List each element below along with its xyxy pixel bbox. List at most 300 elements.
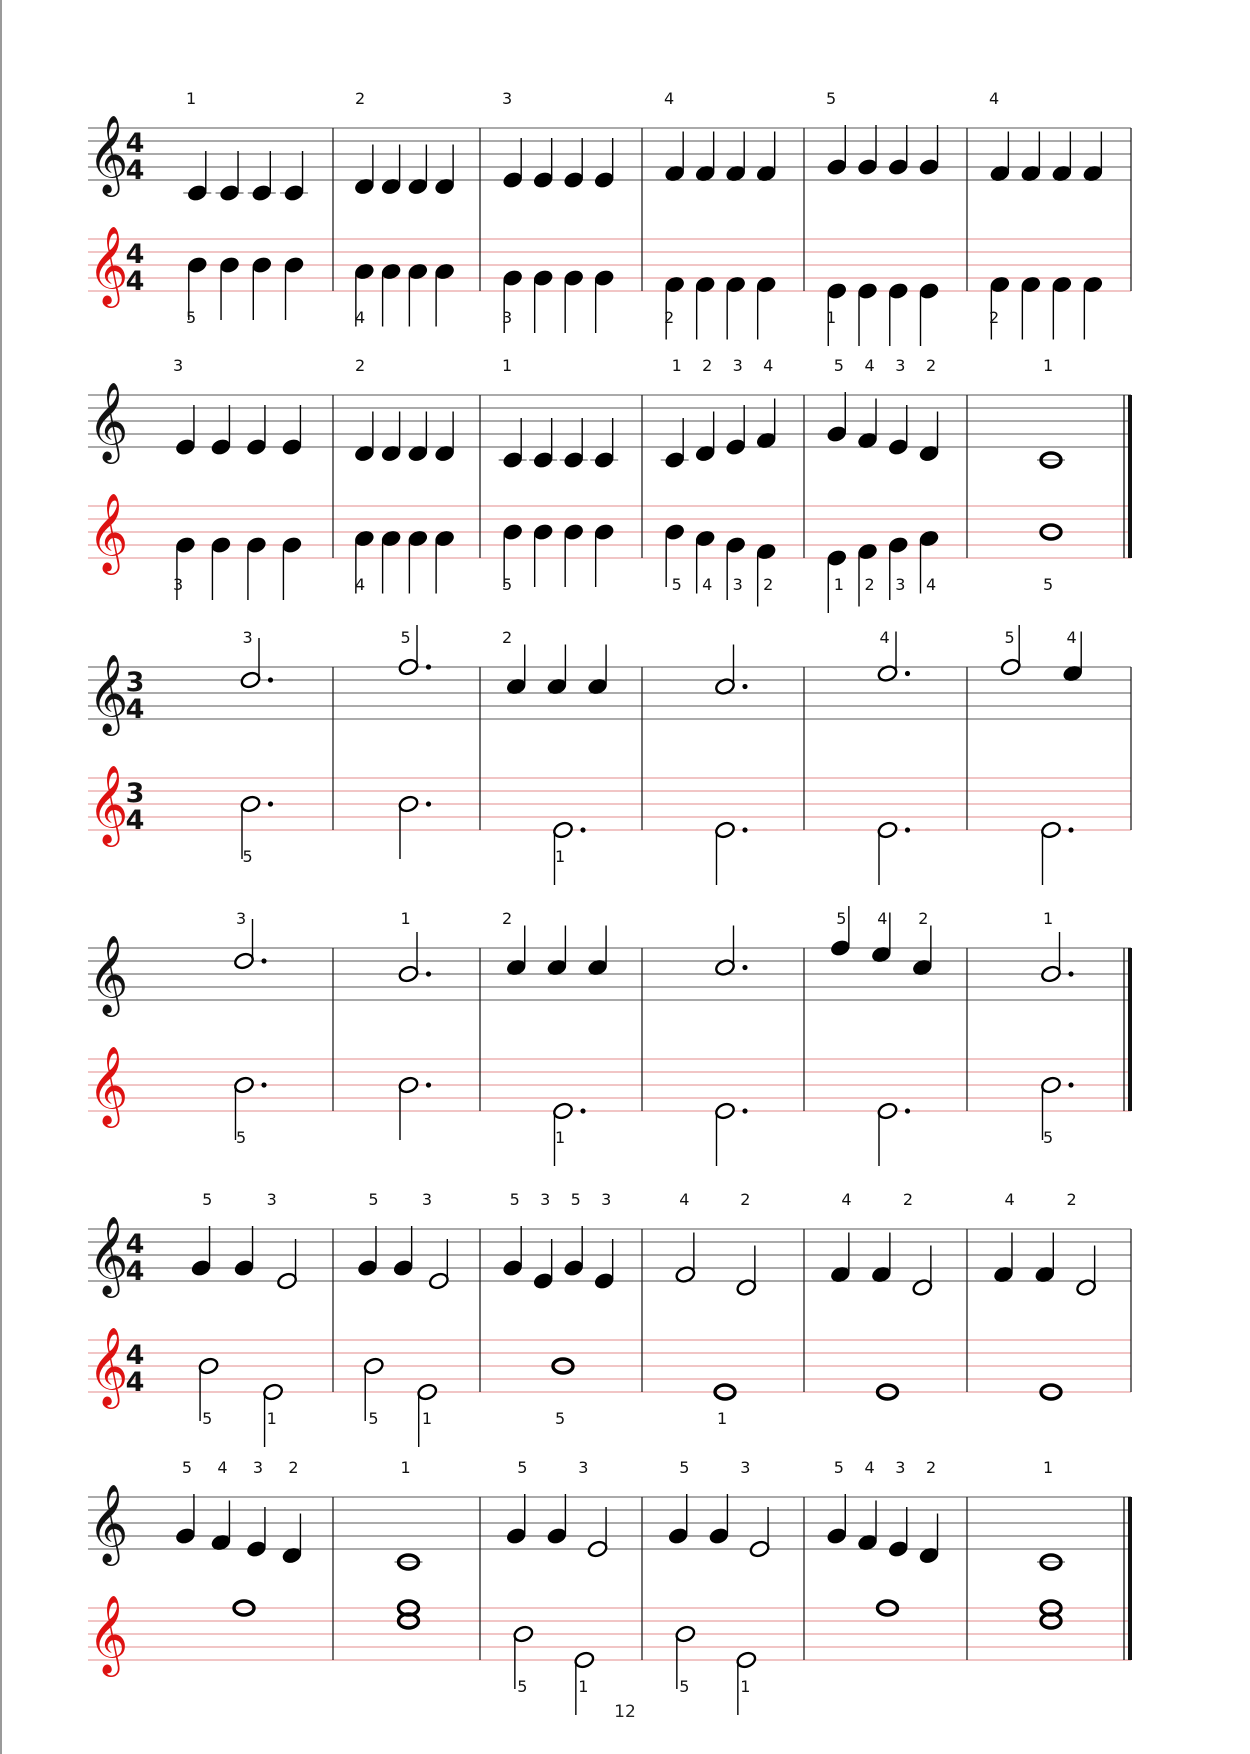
- finger-number-bottom: 1: [740, 1677, 751, 1696]
- red-treble-clef-icon: 𝄞: [88, 1595, 129, 1674]
- finger-number-top: 5: [570, 1190, 581, 1209]
- quarter-note-head: [283, 256, 305, 275]
- note: [1040, 932, 1073, 983]
- note: [283, 256, 305, 320]
- note: [887, 125, 909, 176]
- finger-number-top: 1: [186, 89, 197, 108]
- augmentation-dot: [1068, 1082, 1073, 1087]
- finger-number-top: 4: [664, 89, 675, 108]
- quarter-note-head: [918, 282, 940, 301]
- half-note-head: [198, 1357, 220, 1376]
- note: [714, 926, 747, 977]
- quarter-note-head: [502, 523, 524, 542]
- note: [395, 1555, 423, 1569]
- note: [755, 275, 777, 339]
- augmentation-dot: [905, 671, 910, 676]
- time-signature-bottom: 4: [125, 694, 145, 725]
- note: [877, 821, 910, 885]
- quarter-note-head: [593, 1272, 615, 1291]
- quarter-note-head: [219, 184, 241, 203]
- finger-number-bottom: 1: [555, 847, 566, 866]
- note: [593, 523, 615, 587]
- note: [398, 795, 431, 859]
- augmentation-dot: [742, 1108, 747, 1113]
- red-treble-clef-icon: 𝄞: [88, 765, 129, 844]
- note: [532, 523, 554, 587]
- note: [563, 138, 585, 189]
- finger-number-top: 4: [217, 1458, 228, 1477]
- half-note-head: [552, 821, 574, 840]
- note: [354, 412, 376, 463]
- finger-number-top: 2: [918, 909, 929, 928]
- note: [210, 405, 232, 456]
- note: [826, 1494, 848, 1545]
- finger-number-bottom: 5: [517, 1677, 528, 1696]
- augmentation-dot: [905, 827, 910, 832]
- finger-number-bottom: 4: [355, 308, 366, 327]
- finger-number-top: 5: [517, 1458, 528, 1477]
- quarter-note-head: [246, 1540, 268, 1559]
- note: [694, 275, 716, 339]
- half-note-head: [749, 1540, 771, 1559]
- note: [1075, 1246, 1097, 1297]
- system-3: [88, 625, 1131, 885]
- red-treble-clef-icon: 𝄞: [88, 1327, 129, 1406]
- note: [749, 1507, 771, 1558]
- augmentation-dot: [742, 684, 747, 689]
- note: [593, 138, 615, 189]
- quarter-note-head: [246, 536, 268, 555]
- finger-number-top: 2: [925, 1458, 937, 1477]
- finger-number-top: 3: [236, 909, 247, 928]
- note: [357, 1226, 379, 1277]
- note: [246, 405, 268, 456]
- quarter-note-head: [281, 438, 303, 457]
- half-note-head: [1040, 821, 1062, 840]
- finger-number-top: 5: [1004, 628, 1015, 647]
- note: [280, 151, 308, 202]
- finger-number-top: 2: [502, 909, 513, 928]
- note: [593, 269, 615, 333]
- note: [281, 1514, 303, 1565]
- half-note-head: [240, 671, 262, 690]
- quarter-note-head: [532, 451, 554, 470]
- finger-number-top: 2: [702, 356, 713, 375]
- half-note-head: [714, 1102, 736, 1121]
- note: [398, 1076, 431, 1140]
- note: [714, 821, 747, 885]
- half-note-head: [1000, 658, 1022, 677]
- quarter-note-head: [830, 939, 852, 958]
- augmentation-dot: [261, 958, 266, 963]
- quarter-note-head: [532, 523, 554, 542]
- note: [532, 269, 554, 333]
- quarter-note-head: [708, 1527, 730, 1546]
- finger-number-top: 4: [864, 1458, 875, 1477]
- finger-number-top: 3: [421, 1190, 433, 1209]
- note: [546, 1494, 568, 1545]
- quarter-note-head: [175, 438, 197, 457]
- finger-number-top: 5: [181, 1458, 193, 1477]
- quarter-note-head: [563, 451, 585, 470]
- finger-number-top: 2: [355, 89, 366, 108]
- finger-number-top: 2: [288, 1458, 299, 1477]
- quarter-note-head: [210, 536, 232, 555]
- time-signature-top: 4: [125, 239, 145, 270]
- note: [587, 645, 609, 696]
- quarter-note-head: [532, 269, 554, 288]
- finger-number-top: 5: [400, 628, 411, 647]
- time-signature-top: 4: [125, 1229, 145, 1260]
- note: [912, 926, 934, 977]
- quarter-note-head: [826, 282, 848, 301]
- finger-number-bottom: 3: [732, 575, 743, 594]
- finger-number-top: 4: [879, 628, 890, 647]
- note: [918, 282, 940, 346]
- finger-number-bottom: 4: [925, 575, 937, 594]
- finger-number-top: 1: [1043, 909, 1054, 928]
- half-note-head: [587, 1540, 609, 1559]
- note: [407, 262, 429, 326]
- quarter-note-head: [219, 256, 241, 275]
- note: [1020, 275, 1042, 339]
- note: [661, 418, 689, 469]
- note: [380, 529, 402, 593]
- finger-number-bottom: 3: [895, 575, 906, 594]
- note: [1037, 1555, 1065, 1569]
- quarter-note-head: [664, 451, 686, 470]
- augmentation-dot: [742, 827, 747, 832]
- note: [175, 1494, 197, 1545]
- finger-number-bottom: 5: [1043, 1128, 1054, 1147]
- quarter-note-head: [251, 184, 273, 203]
- finger-number-top: 4: [1004, 1190, 1015, 1209]
- finger-number-bottom: 2: [989, 308, 1000, 327]
- half-note-head: [714, 821, 736, 840]
- augmentation-dot: [742, 965, 747, 970]
- time-signature-bottom: 4: [125, 1256, 145, 1287]
- finger-number-top: 3: [895, 356, 906, 375]
- note: [593, 1239, 615, 1290]
- note: [918, 125, 940, 176]
- note: [407, 529, 429, 593]
- augmentation-dot: [261, 1082, 266, 1087]
- finger-number-bottom: 5: [368, 1409, 379, 1428]
- quarter-note-head: [918, 158, 940, 177]
- finger-number-bottom: 5: [236, 1128, 247, 1147]
- finger-number-top: 1: [1043, 1458, 1054, 1477]
- half-note-head: [363, 1357, 385, 1376]
- quarter-note-head: [593, 171, 615, 190]
- finger-number-top: 3: [732, 356, 743, 375]
- finger-number-top: 2: [925, 356, 937, 375]
- time-signature-bottom: 4: [125, 155, 145, 186]
- finger-number-top: 3: [242, 628, 253, 647]
- quarter-note-head: [563, 269, 585, 288]
- treble-clef-icon: 𝄞: [88, 1216, 129, 1295]
- finger-number-top: 5: [836, 909, 847, 928]
- finger-number-bottom: 1: [826, 308, 837, 327]
- note: [587, 926, 609, 977]
- note: [532, 138, 554, 189]
- system-6: [88, 1458, 1131, 1715]
- treble-clef-icon: 𝄞: [88, 935, 129, 1014]
- quarter-note-head: [826, 1527, 848, 1546]
- augmentation-dot: [905, 1108, 910, 1113]
- half-note-head: [262, 1383, 284, 1402]
- note: [392, 1226, 414, 1277]
- note: [546, 926, 568, 977]
- augmentation-dot: [426, 971, 431, 976]
- half-note-head: [1040, 965, 1062, 984]
- augmentation-dot: [268, 801, 273, 806]
- finger-number-top: 5: [368, 1190, 379, 1209]
- quarter-note-head: [563, 523, 585, 542]
- finger-number-top: 4: [989, 89, 1000, 108]
- half-note-head: [416, 1383, 438, 1402]
- quarter-note-head: [190, 1259, 212, 1278]
- quarter-note-head: [175, 1527, 197, 1546]
- half-note-head: [398, 795, 420, 814]
- finger-number-bottom: 1: [555, 1128, 566, 1147]
- note: [505, 645, 527, 696]
- half-note-head: [877, 1102, 899, 1121]
- finger-number-top: 1: [1043, 356, 1054, 375]
- quarter-note-head: [175, 536, 197, 555]
- note: [563, 1226, 585, 1277]
- quarter-note-head: [563, 171, 585, 190]
- quarter-note-head: [502, 269, 524, 288]
- finger-number-top: 4: [841, 1190, 852, 1209]
- note: [380, 145, 402, 196]
- note: [505, 926, 527, 977]
- finger-number-top: 3: [740, 1458, 751, 1477]
- note: [725, 405, 747, 456]
- note: [233, 1226, 255, 1277]
- finger-number-top: 2: [1066, 1190, 1077, 1209]
- finger-number-top: 3: [601, 1190, 612, 1209]
- note: [736, 1246, 758, 1297]
- system-2: [88, 356, 1131, 613]
- note: [918, 412, 940, 463]
- note: [563, 269, 585, 333]
- finger-number-bottom: 1: [266, 1409, 277, 1428]
- finger-number-top: 4: [877, 909, 888, 928]
- quarter-note-head: [546, 1527, 568, 1546]
- finger-number-top: 5: [202, 1190, 213, 1209]
- finger-number-top: 5: [826, 89, 837, 108]
- finger-number-bottom: 1: [833, 575, 844, 594]
- finger-number-bottom: 3: [173, 575, 184, 594]
- note: [546, 645, 568, 696]
- note: [590, 418, 618, 469]
- note: [216, 151, 244, 202]
- quarter-note-head: [857, 282, 879, 301]
- augmentation-dot: [426, 664, 431, 669]
- quarter-note-head: [251, 256, 273, 275]
- note: [826, 392, 848, 443]
- note: [887, 282, 909, 346]
- note: [502, 138, 524, 189]
- note: [725, 132, 747, 183]
- half-note-head: [513, 1625, 535, 1644]
- finger-number-bottom: 5: [186, 308, 197, 327]
- quarter-note-head: [563, 1259, 585, 1278]
- finger-number-top: 5: [833, 1458, 844, 1477]
- treble-clef-icon: 𝄞: [88, 654, 129, 733]
- half-note-head: [398, 965, 420, 984]
- note: [434, 529, 456, 593]
- note: [694, 132, 716, 183]
- quarter-note-head: [502, 1259, 524, 1278]
- half-note-head: [233, 952, 255, 971]
- finger-number-top: 2: [740, 1190, 751, 1209]
- note: [560, 418, 588, 469]
- note: [887, 405, 909, 456]
- finger-number-top: 3: [266, 1190, 277, 1209]
- red-treble-clef-icon: 𝄞: [88, 1046, 129, 1125]
- note: [1051, 132, 1073, 183]
- augmentation-dot: [268, 677, 273, 682]
- note: [248, 151, 276, 202]
- time-signature-bottom: 4: [125, 805, 145, 836]
- note: [714, 645, 747, 696]
- finger-number-top: 1: [400, 909, 411, 928]
- note: [499, 418, 527, 469]
- quarter-note-head: [593, 451, 615, 470]
- finger-number-top: 5: [833, 356, 844, 375]
- finger-number-bottom: 5: [202, 1409, 213, 1428]
- treble-clef-icon: 𝄞: [88, 382, 129, 461]
- quarter-note-head: [281, 536, 303, 555]
- half-note-head: [877, 821, 899, 840]
- half-note-head: [675, 1625, 697, 1644]
- augmentation-dot: [426, 1082, 431, 1087]
- note: [989, 132, 1011, 183]
- quarter-note-head: [210, 438, 232, 457]
- note: [380, 412, 402, 463]
- note: [246, 536, 268, 600]
- half-note-head: [1040, 1076, 1062, 1095]
- finger-number-bottom: 1: [717, 1409, 728, 1428]
- quarter-note-head: [857, 158, 879, 177]
- finger-number-top: 4: [864, 356, 875, 375]
- note: [887, 1507, 909, 1558]
- half-note-head: [240, 795, 262, 814]
- note: [667, 1494, 689, 1545]
- page-number: 12: [614, 1702, 636, 1722]
- note: [529, 418, 557, 469]
- note: [708, 1494, 730, 1545]
- finger-number-top: 3: [540, 1190, 551, 1209]
- note: [276, 1239, 298, 1290]
- half-note-head: [398, 1076, 420, 1095]
- finger-number-top: 4: [763, 356, 774, 375]
- quarter-note-head: [502, 451, 524, 470]
- finger-number-top: 1: [502, 356, 513, 375]
- note: [398, 932, 431, 983]
- note: [1040, 821, 1073, 885]
- system-1: [88, 89, 1131, 346]
- note: [434, 262, 456, 326]
- note: [918, 1514, 940, 1565]
- quarter-note-head: [725, 536, 747, 555]
- finger-number-bottom: 5: [502, 575, 513, 594]
- treble-clef-icon: 𝄞: [88, 115, 129, 194]
- note: [1034, 1233, 1056, 1284]
- finger-number-bottom: 5: [555, 1409, 566, 1428]
- finger-number-bottom: 2: [664, 308, 675, 327]
- quarter-note-head: [887, 438, 909, 457]
- note: [380, 262, 402, 326]
- augmentation-dot: [1068, 827, 1073, 832]
- red-treble-clef-icon: 𝄞: [88, 226, 129, 305]
- note: [830, 1233, 852, 1284]
- half-note-head: [428, 1272, 450, 1291]
- quarter-note-head: [532, 171, 554, 190]
- finger-number-top: 3: [502, 89, 513, 108]
- note: [857, 125, 879, 176]
- note: [354, 145, 376, 196]
- quarter-note-head: [505, 1527, 527, 1546]
- quarter-note-head: [593, 523, 615, 542]
- quarter-note-head: [826, 425, 848, 444]
- quarter-note-head: [187, 256, 209, 275]
- note: [219, 256, 241, 320]
- note: [505, 1494, 527, 1545]
- note: [407, 412, 429, 463]
- note: [1051, 275, 1073, 339]
- finger-number-top: 3: [895, 1458, 906, 1477]
- finger-number-top: 4: [679, 1190, 690, 1209]
- time-signature-top: 3: [125, 778, 145, 809]
- half-note-head: [398, 658, 420, 677]
- finger-number-top: 3: [173, 356, 184, 375]
- quarter-note-head: [246, 438, 268, 457]
- augmentation-dot: [580, 1108, 585, 1113]
- note: [210, 1501, 232, 1552]
- quarter-note-head: [887, 1540, 909, 1559]
- finger-number-bottom: 1: [421, 1409, 433, 1428]
- quarter-note-head: [187, 184, 209, 203]
- time-signature-bottom: 4: [125, 1367, 145, 1398]
- quarter-note-head: [532, 1272, 554, 1291]
- note: [428, 1239, 450, 1290]
- note: [502, 1226, 524, 1277]
- quarter-note-head: [887, 158, 909, 177]
- note: [1082, 275, 1104, 339]
- note: [563, 523, 585, 587]
- finger-number-top: 5: [509, 1190, 520, 1209]
- finger-number-top: 5: [679, 1458, 690, 1477]
- quarter-note-head: [283, 184, 305, 203]
- finger-number-top: 1: [671, 356, 682, 375]
- half-note-head: [276, 1272, 298, 1291]
- note: [183, 151, 211, 202]
- note: [434, 412, 456, 463]
- note: [871, 1233, 893, 1284]
- half-note-head: [574, 1651, 596, 1670]
- note: [877, 1102, 910, 1166]
- note: [281, 405, 303, 456]
- system-4: [88, 906, 1131, 1166]
- quarter-note-head: [664, 523, 686, 542]
- quarter-note-head: [667, 1527, 689, 1546]
- red-treble-clef-icon: 𝄞: [88, 493, 129, 572]
- note: [407, 145, 429, 196]
- quarter-note-head: [502, 171, 524, 190]
- note: [434, 145, 456, 196]
